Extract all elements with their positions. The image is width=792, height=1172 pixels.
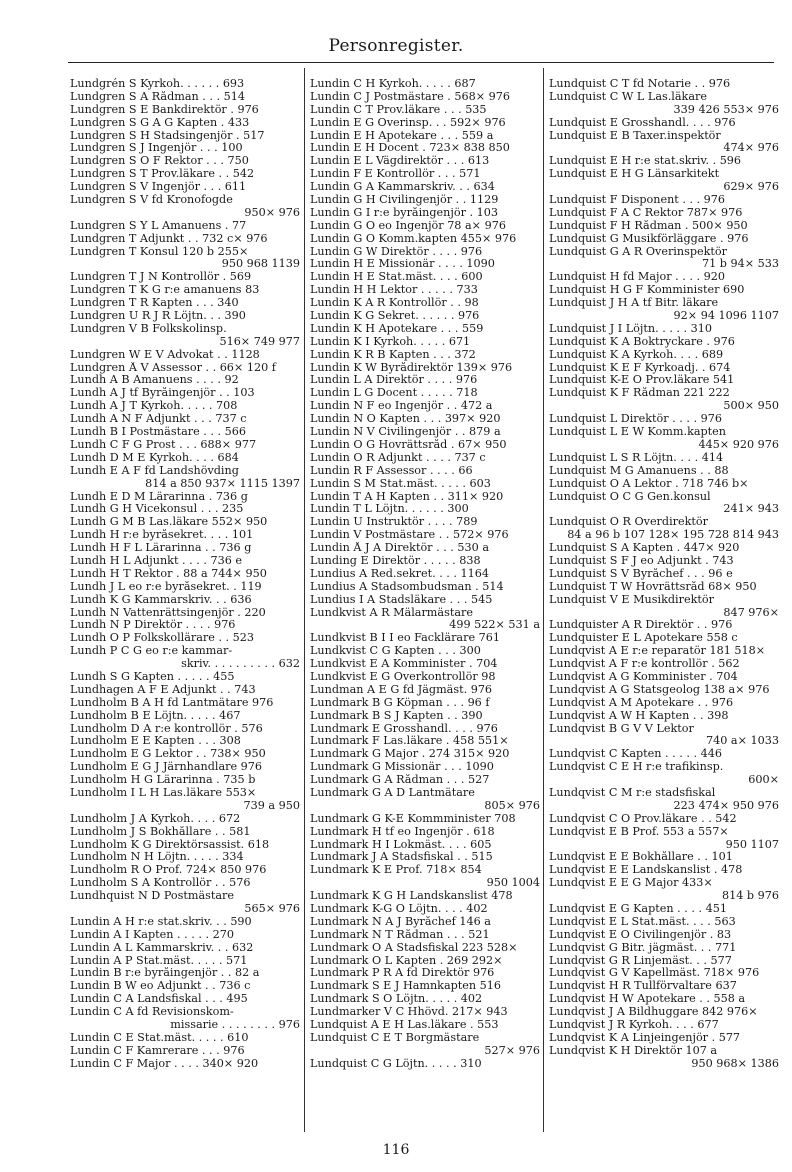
register-entry: Lundius A Stadsombudsman . 514 — [310, 580, 504, 593]
register-entry: Lundgren T Adjunkt . . 732 c× 976 — [70, 232, 268, 245]
register-entry: Lundh S G Kapten . . . . . 455 — [70, 670, 235, 683]
register-entry: Lundin C E Stat.mäst. . . . . 610 — [70, 1031, 249, 1044]
register-entry: Lundquist H G F Komminister 690 — [549, 284, 745, 297]
register-entry: Lundin T L Löjtn. . . . . . 300 — [310, 503, 469, 516]
register-entry: Lundh J L eo r:e byråsekret. . 119 — [70, 580, 262, 593]
register-entry: 565× 976 — [244, 903, 300, 915]
register-entry: Lundqvist G V Kapellmäst. 718× 976 — [549, 967, 760, 980]
register-entry: Lundmark G Major . 274 315× 920 — [310, 748, 510, 761]
register-entry: 241× 943 — [723, 503, 779, 516]
register-entry: Lundquist F A C Rektor 787× 976 — [549, 206, 743, 219]
register-entry: Lundquist S A Kapten . 447× 920 — [549, 542, 740, 555]
register-entry: 814 b 976 — [722, 890, 779, 903]
register-entry: Lundin L G Docent . . . . . 718 — [310, 387, 478, 400]
register-entry: Lundholm E G Lektor . . 738× 950 — [70, 748, 266, 761]
register-entry: Lundquist J I Löjtn. . . . . 310 — [549, 322, 713, 335]
register-entry: Lundqvist J A Bildhuggare 842 976× — [549, 1006, 758, 1019]
register-entry: Lundqvist H W Apotekare . . 558 a — [549, 993, 746, 1006]
register-entry: 740 a× 1033 — [706, 735, 779, 748]
register-entry: Lundquist T W Hovrättsråd 68× 950 — [549, 580, 757, 593]
register-entry: Lundmark S E J Hamnkapten 516 — [310, 980, 502, 993]
register-entry: Lundin B r:e byråingenjör . . 82 a — [70, 967, 260, 980]
register-entry: Lundqvist C M r:e stadsfiskal — [549, 786, 716, 799]
register-entry: 950× 976 — [244, 206, 300, 219]
register-entry: Lundqvist A F r:e kontrollör . 562 — [549, 658, 740, 671]
register-entry: Lundqvist E E G Major 433× — [549, 877, 713, 890]
register-entry: Lundh A B Amanuens . . . . 92 — [70, 374, 239, 387]
register-entry: Lundmarker V C Hhövd. 217× 943 — [310, 1006, 508, 1019]
register-entry: Lundgren T R Kapten . . . 340 — [70, 297, 239, 310]
register-entry: Lundholm E G J Järnhandlare 976 — [70, 761, 263, 774]
register-entry: Lundin C T Prov.läkare . . . 535 — [310, 103, 487, 116]
register-entry: Lundgren T K G r:e amanuens 83 — [70, 284, 260, 297]
register-entry: missarie . . . . . . . . 976 — [170, 1019, 300, 1032]
register-entry: Lundkvist B I I eo Facklärare 761 — [310, 632, 500, 645]
register-entry: Lundqvist E E Bokhållare . . 101 — [549, 851, 733, 864]
register-entry: 223 474× 950 976 — [673, 799, 779, 812]
register-entry: Lundh E A F fd Landshövding — [70, 464, 239, 477]
register-entry: Lundquist M G Amanuens . . 88 — [549, 464, 729, 477]
register-entry: Lundquist G A R Överinspektör — [549, 245, 727, 258]
register-entry: Lundin H H Lektor . . . . . 733 — [310, 284, 478, 297]
register-entry: Lundh E D M Lärarinna . 736 g — [70, 490, 248, 503]
register-entry: Lundin A P Stat.mäst. . . . . 571 — [70, 954, 248, 967]
register-entry: Lundmark G K-E Kommminister 708 — [310, 812, 516, 825]
register-entry: Lundin T A H Kapten . . 311× 920 — [310, 490, 504, 503]
register-entry: Lundin C A fd Revisionskom- — [70, 1006, 234, 1019]
register-entry: Lundin C A Landsfiskal . . . 495 — [70, 993, 248, 1006]
register-entry: Lundin E H Apotekare . . . 559 a — [310, 129, 494, 142]
register-entry: Lundin A L Kammarskriv. . . 632 — [70, 941, 254, 954]
register-entry: Lundquist L E W Komm.kapten — [549, 426, 727, 439]
register-entry: Lundholm J S Bokhållare . . 581 — [70, 825, 251, 838]
register-entry: Lundmark G Missionär . . . 1090 — [310, 761, 494, 774]
register-entry: Lundmark G A D Lantmätare — [310, 786, 475, 799]
register-entry: Lundkvist E A Komminister . 704 — [310, 658, 498, 671]
register-entry: 739 a 950 — [243, 799, 300, 812]
register-entry: Lundqvist G R Linjemäst. . . 577 — [549, 954, 732, 967]
register-entry: Lundin O G Hovrättsråd . 67× 950 — [310, 438, 507, 451]
register-entry: Lundquist H fd Major . . . . 920 — [549, 271, 725, 284]
register-entry: Lundqvist E L Stat.mäst. . . . 563 — [549, 915, 736, 928]
register-entry: Lundin G H Civilingenjör . . 1129 — [310, 194, 499, 207]
register-entry: Lundgren S O F Rektor . . . 750 — [70, 155, 249, 168]
register-entry: Lundquist J H A tf Bitr. läkare — [549, 297, 719, 310]
register-entry: Lundquist L Direktör . . . . 976 — [549, 413, 722, 426]
register-entry: Lundh B I Postmästare . . . 566 — [70, 426, 246, 439]
register-entry: Lundgren S H Stadsingenjör . 517 — [70, 129, 265, 142]
register-entry: Lundqvist E E Landskanslist . 478 — [549, 864, 743, 877]
register-entry: Lundh D M E Kyrkoh. . . . 684 — [70, 451, 239, 464]
register-entry: Lundgren S T Prov.läkare . . 542 — [70, 168, 255, 181]
register-entry: Lundkvist C G Kapten . . . 300 — [310, 645, 481, 658]
register-entry: Lundman A E G fd Jägmäst. 976 — [310, 683, 493, 696]
register-entry: 950 968× 1386 — [691, 1057, 779, 1070]
register-entry: Lundquist C G Löjtn. . . . . 310 — [310, 1057, 482, 1070]
register-entry: Lundholm D A r:e kontrollör . 576 — [70, 722, 263, 735]
register-entry: Lundqvist A M Apotekare . . 976 — [549, 696, 734, 709]
register-entry: Lundkvist A R Mälarmästare — [310, 606, 473, 619]
register-column-3 — [549, 78, 781, 1071]
register-entry: skriv. . . . . . . . . . 632 — [181, 658, 300, 671]
register-entry: Lundqvist K H Direktör 107 a — [549, 1044, 718, 1057]
register-entry: Lundqvist E O Civilingenjör . 83 — [549, 928, 732, 941]
register-entry: Lundh A N F Adjunkt . . . 737 c — [70, 413, 247, 426]
register-entry: Lundmark H I Lokmäst. . . . 605 — [310, 838, 492, 851]
register-column-1 — [70, 78, 302, 1071]
register-entry: Lundquist F Disponent . . . 976 — [549, 194, 726, 207]
register-entry: Lundin Å J A Direktör . . . 530 a — [310, 542, 489, 555]
register-entry: Lundqvist A E r:e reparatör 181 518× — [549, 645, 766, 658]
register-entry: Lundholm E E Kapten . . . 308 — [70, 735, 241, 748]
register-entry: Lundmark E Grosshandl. . . . 976 — [310, 722, 498, 735]
register-entry: Lundin K I Kyrkoh. . . . . 671 — [310, 335, 471, 348]
register-entry: Lundkvist E G Överkontrollör 98 — [310, 670, 496, 683]
register-entry: Lundmark N T Rådman . . . 521 — [310, 928, 490, 941]
register-entry: 950 1004 — [486, 877, 540, 890]
register-entry: Lundmark H tf eo Ingenjör . 618 — [310, 825, 495, 838]
register-entry: Lundquist C W L Las.läkare — [549, 90, 707, 103]
register-entry: Lundh A J T Kyrkoh. . . . . 708 — [70, 400, 238, 413]
register-entry: Lundin V Postmästare . . 572× 976 — [310, 529, 509, 542]
register-entry: Lundqvist H R Tullförvaltare 637 — [549, 980, 737, 993]
register-entry: Lundin K R B Kapten . . . 372 — [310, 348, 476, 361]
register-entry: Lundquist O C G Gen.konsul — [549, 490, 711, 503]
register-entry: Lundquist O R Överdirektör — [549, 516, 708, 529]
register-entry: Lundmark B G Köpman . . . 96 f — [310, 696, 490, 709]
register-entry: 71 b 94× 533 — [701, 258, 779, 271]
register-entry: 950 1107 — [725, 838, 779, 851]
register-entry: Lundqvist C Kapten . . . . . 446 — [549, 748, 722, 761]
register-entry: Lundqvist J R Kyrkoh. . . . 677 — [549, 1019, 719, 1032]
register-entry: Lundin G O eo Ingenjör 78 a× 976 — [310, 219, 506, 232]
register-entry: Lundholm I L H Las.läkare 553× — [70, 786, 257, 799]
register-entry: Lundin C J Postmästare . 568× 976 — [310, 90, 511, 103]
register-entry: Lundin H E Stat.mäst. . . . 600 — [310, 271, 483, 284]
register-entry: Lundin G I r:e byråingenjör . 103 — [310, 206, 498, 219]
register-entry: Lundmark P R A fd Direktör 976 — [310, 967, 495, 980]
register-entry: Lundgren S G A G Kapten . 433 — [70, 116, 250, 129]
register-entry: Lundhquist N D Postmästare — [70, 890, 235, 903]
register-column-2 — [310, 78, 542, 1071]
register-entry: Lundin R F Assessor . . . . 66 — [310, 464, 473, 477]
register-entry: Lundholm K G Direktörsassist. 618 — [70, 838, 270, 851]
register-entry: Lundmark O L Kapten . 269 292× — [310, 954, 503, 967]
page-number: 116 — [382, 1142, 410, 1158]
register-entry: 92× 94 1096 1107 — [673, 310, 779, 323]
page-title: Personregister. — [328, 36, 464, 56]
register-entry: Lundin G W Direktör . . . . 976 — [310, 245, 483, 258]
register-entry: Lundin F E Kontrollör . . . 571 — [310, 168, 481, 181]
register-entry: Lundh G H Vicekonsul . . . 235 — [70, 503, 244, 516]
register-entry: Lundquist O A Lektor . 718 746 b× — [549, 477, 749, 490]
register-entry: Lundholm N H Löjtn. . . . . 334 — [70, 851, 244, 864]
register-entry: Lundin C H Kyrkoh. . . . . 687 — [310, 78, 476, 90]
register-entry: Lundmark K E Prof. 718× 854 — [310, 864, 482, 877]
register-entry: Lundgren Å V Assessor . . 66× 120 f — [70, 361, 276, 374]
register-entry: Lundqvist G Bitr. jägmäst. . . 771 — [549, 941, 737, 954]
register-entry: Lundh G M B Las.läkare 552× 950 — [70, 516, 268, 529]
register-entry: Lundh A J tf Byråingenjör . . 103 — [70, 387, 255, 400]
register-entry: Lundin O R Adjunkt . . . . 737 c — [310, 451, 486, 464]
register-entry: Lundholm B E Löjtn. . . . . 467 — [70, 709, 241, 722]
register-entry: Lundin N F eo Ingenjör . . 472 a — [310, 400, 493, 413]
register-entry: Lundgren U R J R Löjtn. . . 390 — [70, 310, 246, 323]
register-entry: Lundquist K E F Kyrkoadj. . 674 — [549, 361, 731, 374]
register-entry: Lundquist S F J eo Adjunkt . 743 — [549, 554, 734, 567]
register-entry: Lundin B W eo Adjunkt . . 736 c — [70, 980, 251, 993]
register-entry: Lundquist K F Rådman 221 222 — [549, 387, 730, 400]
register-entry: Lundin A H r:e stat.skriv. . . 590 — [70, 915, 252, 928]
register-entry: 527× 976 — [484, 1044, 540, 1057]
register-entry: Lundh H r:e byråsekret. . . . 101 — [70, 529, 254, 542]
register-entry: 805× 976 — [484, 799, 540, 812]
register-entry: Lundmark K-G O Löjtn. . . . 402 — [310, 903, 488, 915]
register-entry: Lundin K G Sekret. . . . . . 976 — [310, 310, 480, 323]
register-entry: Lundqvist K A Linjeingenjör . 577 — [549, 1031, 741, 1044]
register-entry: Lundmark J A Stadsfiskal . . 515 — [310, 851, 493, 864]
register-entry: Lundquist C T fd Notarie . . 976 — [549, 78, 731, 90]
register-entry: Lundgren T J N Kontrollör . 569 — [70, 271, 252, 284]
register-entry: Lundqvist E B Prof. 553 a 557× — [549, 825, 729, 838]
register-entry: Lundh H L Adjunkt . . . . 736 e — [70, 554, 242, 567]
register-entry: Lundin G O Komm.kapten 455× 976 — [310, 232, 517, 245]
register-entry: Lundmark F Las.läkare . 458 551× — [310, 735, 509, 748]
register-entry: Lundin K W Byrådirektör 139× 976 — [310, 361, 513, 374]
register-entry: Lundholm R O Prof. 724× 850 976 — [70, 864, 267, 877]
register-entry: Lundgren S V fd Kronofogde — [70, 194, 233, 207]
register-entry: Lundin E H Docent . 723× 838 850 — [310, 142, 510, 155]
register-entry: Lundquist E Grosshandl. . . . 976 — [549, 116, 736, 129]
register-entry: Lundin G A Kammarskriv. . . 634 — [310, 181, 495, 194]
register-entry: Lundquist E B Taxer.inspektör — [549, 129, 721, 142]
register-entry: Lundin S M Stat.mäst. . . . . 603 — [310, 477, 491, 490]
register-entry: 500× 950 — [723, 400, 779, 413]
register-entry: Lundquist E H G Länsarkitekt — [549, 168, 720, 181]
register-entry: Lundmark S O Löjtn. . . . . 402 — [310, 993, 483, 1006]
register-entry: Lundgren S J Ingenjör . . . 100 — [70, 142, 243, 155]
register-entry: Lundh H F L Lärarinna . . 736 g — [70, 542, 252, 555]
register-entry: Lundholm H G Lärarinna . 735 b — [70, 774, 256, 787]
register-entry: Lundqvist C O Prov.läkare . . 542 — [549, 812, 737, 825]
register-entry: 600× — [748, 774, 779, 787]
register-entry: Lundqvist A W H Kapten . . 398 — [549, 709, 729, 722]
register-entry: Lundmark N A J Byråchef 146 a — [310, 915, 491, 928]
register-entry: 445× 920 976 — [698, 438, 779, 451]
register-entry: 516× 749 977 — [219, 335, 300, 348]
register-entry: Lundin K A R Kontrollör . . 98 — [310, 297, 479, 310]
register-entry: Lundquist V E Musikdirektör — [549, 593, 714, 606]
register-entry: 499 522× 531 a — [449, 619, 540, 632]
register-entry: Lundin L A Direktör . . . . 976 — [310, 374, 478, 387]
register-entry: 847 976× — [723, 606, 779, 619]
register-entry: Lundin C F Kamrerare . . . 976 — [70, 1044, 245, 1057]
register-entry: 474× 976 — [723, 142, 779, 155]
register-entry: Lundin U Instruktör . . . . 789 — [310, 516, 478, 529]
register-entry: Lundquist E H r:e stat.skriv. . 596 — [549, 155, 742, 168]
register-entry: Lundholm J A Kyrkoh. . . . 672 — [70, 812, 241, 825]
register-entry: Lundh O P Folkskollärare . . 523 — [70, 632, 255, 645]
register-entry: Lundin A I Kapten . . . . . 270 — [70, 928, 234, 941]
register-entry: Lundgren W E V Advokat . . 1128 — [70, 348, 260, 361]
register-entry: Lundgren T Konsul 120 b 255× — [70, 245, 249, 258]
register-entry: Lundin E L Vägdirektör . . . 613 — [310, 155, 490, 168]
register-entry: Lundquist K A Boktryckare . 976 — [549, 335, 735, 348]
register-entry: 84 a 96 b 107 128× 195 728 814 943 — [567, 529, 779, 542]
register-entry: Lundh N P Direktör . . . . 976 — [70, 619, 236, 632]
register-entry: Lundquist C E T Borgmästare — [310, 1031, 480, 1044]
register-entry: Lundqvist B G V V Lektor — [549, 722, 694, 735]
register-entry: Lundh H T Rektor . 88 a 744× 950 — [70, 567, 267, 580]
register-entry: Lundgren S Y L Amanuens . 77 — [70, 219, 247, 232]
register-entry: Lundholm B A H fd Lantmätare 976 — [70, 696, 274, 709]
register-entry: Lundmark K G H Landskanslist 478 — [310, 890, 513, 903]
register-entry: Lundquist L S R Löjtn. . . . 414 — [549, 451, 724, 464]
register-entry: Lundholm S A Kontrollör . . 576 — [70, 877, 251, 890]
register-entry: Lundmark B S J Kapten . . 390 — [310, 709, 483, 722]
register-entry: Lundquist K A Kyrkoh. . . . 689 — [549, 348, 724, 361]
register-entry: Lundin N V Civilingenjör . . 879 a — [310, 426, 501, 439]
register-entry: Lundmark G A Rådman . . . 527 — [310, 774, 490, 787]
register-entry: Lundqvist A G Statsgeolog 138 a× 976 — [549, 683, 770, 696]
register-entry: Lundin H E Missionär . . . . 1090 — [310, 258, 495, 271]
register-entry: Lundh K G Kammarskriv. . . 636 — [70, 593, 252, 606]
register-entry: Lundgren S E Bankdirektör . 976 — [70, 103, 259, 116]
column-divider — [304, 68, 305, 1132]
register-entry: Lundin E G Överinsp. . . 592× 976 — [310, 116, 506, 129]
register-entry: Lundqvist E G Kapten . . . . 451 — [549, 903, 727, 915]
register-entry: Lundquist G Musikförläggare . 976 — [549, 232, 749, 245]
register-entry: Lundius I A Stadsläkare . . . 545 — [310, 593, 493, 606]
register-entry: Lundhagen A F E Adjunkt . . 743 — [70, 683, 256, 696]
register-entry: 339 426 553× 976 — [673, 103, 779, 116]
register-entry: Lundquister E L Apotekare 558 c — [549, 632, 738, 645]
register-entry: 950 968 1139 — [221, 258, 300, 271]
column-divider — [543, 68, 544, 1132]
register-entry: Lundquist A E H Las.läkare . 553 — [310, 1019, 499, 1032]
register-entry: Lundh P C G eo r:e kammar- — [70, 645, 233, 658]
register-entry: Lundius A Red.sekret. . . . 1164 — [310, 567, 490, 580]
register-entry: Lunding E Direktör . . . . . 838 — [310, 554, 481, 567]
register-entry: Lundquister A R Direktör . . 976 — [549, 619, 733, 632]
register-entry: Lundh C F G Prost . . . 688× 977 — [70, 438, 257, 451]
register-entry: Lundh N Vattenrättsingenjör . 220 — [70, 606, 266, 619]
register-entry: Lundquist F H Rådman . 500× 950 — [549, 219, 748, 232]
header-rule — [68, 62, 774, 63]
register-entry: Lundqvist C E H r:e trafikinsp. — [549, 761, 724, 774]
register-entry: Lundin K H Apotekare . . . 559 — [310, 322, 484, 335]
register-entry: Lundquist K-E O Prov.läkare 541 — [549, 374, 735, 387]
register-entry: Lundmark O A Stadsfiskal 223 528× — [310, 941, 518, 954]
register-entry: Lundin N O Kapten . . . 397× 920 — [310, 413, 501, 426]
register-entry: Lundin C F Major . . . . 340× 920 — [70, 1057, 259, 1070]
register-entry: 814 a 850 937× 1115 1397 — [145, 477, 300, 490]
register-entry: Lundgren V B Folkskolinsp. — [70, 322, 227, 335]
register-entry: Lundgren S V Ingenjör . . . 611 — [70, 181, 247, 194]
register-entry: Lundqvist A G Komminister . 704 — [549, 670, 738, 683]
register-entry: Lundgrén S Kyrkoh. . . . . . 693 — [70, 78, 245, 90]
register-entry: Lundgren S A Rådman . . . 514 — [70, 90, 245, 103]
register-entry: Lundquist S V Byråchef . . . 96 e — [549, 567, 733, 580]
register-entry: 629× 976 — [723, 181, 779, 194]
